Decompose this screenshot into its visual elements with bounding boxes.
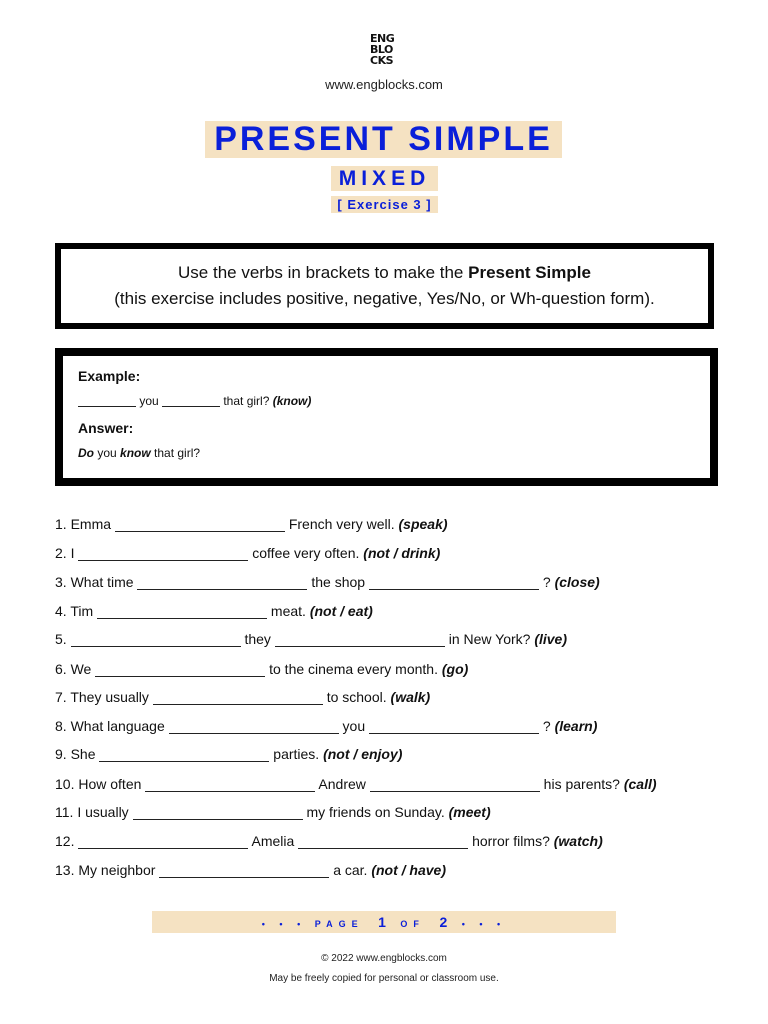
question-number: 2.	[55, 545, 67, 561]
question-number: 12.	[55, 833, 75, 849]
verb-hint: (not / enjoy)	[323, 746, 403, 762]
question-text: they	[244, 631, 271, 647]
question-text: Amelia	[251, 833, 295, 849]
logo-line-2: BLO	[370, 43, 393, 56]
example-label: Example:	[78, 368, 141, 384]
answer-blank[interactable]	[369, 589, 539, 590]
answer-blank[interactable]	[137, 589, 307, 590]
footer-copyright: © 2022 www.engblocks.com	[321, 953, 447, 964]
instructions-line-2: (this exercise includes positive, negative, Yes/No, or Wh-question form).	[114, 289, 655, 308]
question-text: How often	[78, 776, 142, 792]
answer-blank[interactable]	[370, 791, 540, 792]
question-text: parties.	[273, 746, 320, 762]
exercise-label: [ Exercise 3 ]	[331, 196, 438, 213]
question-text: Emma	[70, 516, 112, 532]
question-number: 1.	[55, 516, 67, 532]
question-text: to school.	[326, 689, 387, 705]
verb-hint: (learn)	[554, 718, 598, 734]
question-row	[55, 574, 600, 594]
question-row	[55, 661, 468, 681]
answer-blank[interactable]	[298, 848, 468, 849]
question-row	[55, 516, 448, 536]
answer-blank[interactable]	[159, 877, 329, 878]
page-title: PRESENT SIMPLE	[205, 121, 562, 158]
answer-blank[interactable]	[153, 704, 323, 705]
page-subtitle: MIXED	[331, 166, 438, 191]
answer-blank[interactable]	[133, 819, 303, 820]
question-text: They usually	[70, 689, 149, 705]
answer-blank[interactable]	[97, 618, 267, 619]
example-blank	[78, 406, 136, 407]
question-text: his parents?	[543, 776, 620, 792]
question-row	[55, 804, 491, 824]
question-text: Tim	[70, 603, 94, 619]
question-text: ?	[542, 574, 551, 590]
example-question: you that girl? (know)	[78, 394, 311, 408]
question-text: I	[70, 545, 75, 561]
question-text: a car.	[333, 862, 368, 878]
answer-blank[interactable]	[169, 733, 339, 734]
verb-hint: (meet)	[448, 804, 491, 820]
question-number: 10.	[55, 776, 75, 792]
question-row	[55, 862, 446, 882]
question-row	[55, 776, 657, 796]
verb-hint: (close)	[554, 574, 600, 590]
answer-blank[interactable]	[275, 646, 445, 647]
answer-blank[interactable]	[145, 791, 315, 792]
page-indicator: • • • PAGE 1 OF 2 • • •	[152, 911, 616, 933]
verb-hint: (speak)	[398, 516, 448, 532]
question-number: 6.	[55, 661, 67, 677]
question-text: What time	[70, 574, 134, 590]
question-row	[55, 603, 373, 623]
engblocks-logo	[370, 34, 400, 67]
question-number: 11.	[55, 804, 74, 820]
verb-hint: (walk)	[390, 689, 431, 705]
question-number: 4.	[55, 603, 67, 619]
question-text: the shop	[311, 574, 366, 590]
question-text: Andrew	[318, 776, 366, 792]
answer-label: Answer:	[78, 420, 134, 436]
example-blank	[162, 406, 220, 407]
question-row	[55, 833, 603, 853]
question-row	[55, 631, 567, 651]
question-text: you	[342, 718, 366, 734]
question-row	[55, 718, 597, 738]
verb-hint: (call)	[623, 776, 657, 792]
logo-line-1: ENG	[370, 32, 395, 45]
question-text: I usually	[77, 804, 129, 820]
verb-hint: (live)	[534, 631, 568, 647]
verb-hint: (not / eat)	[309, 603, 373, 619]
answer-blank[interactable]	[115, 531, 285, 532]
answer-blank[interactable]	[99, 761, 269, 762]
verb-hint: (not / drink)	[363, 545, 441, 561]
site-url[interactable]: www.engblocks.com	[325, 77, 443, 92]
answer-blank[interactable]	[78, 848, 248, 849]
question-text: horror films?	[472, 833, 550, 849]
question-number: 5.	[55, 631, 67, 647]
instructions-box	[55, 243, 714, 329]
example-box	[55, 348, 718, 486]
question-text: French very well.	[288, 516, 395, 532]
instructions-line-1: Use the verbs in brackets to make the Present Simple	[178, 263, 591, 282]
question-text: coffee very often.	[252, 545, 360, 561]
question-text: What language	[70, 718, 165, 734]
logo-line-3: CKS	[370, 54, 394, 67]
question-row	[55, 746, 402, 766]
question-text: My neighbor	[78, 862, 156, 878]
question-text: to the cinema every month.	[269, 661, 438, 677]
answer-blank[interactable]	[95, 676, 265, 677]
verb-hint: (not / have)	[371, 862, 446, 878]
verb-hint: (go)	[441, 661, 469, 677]
question-number: 9.	[55, 746, 67, 762]
answer-blank[interactable]	[369, 733, 539, 734]
question-row	[55, 689, 430, 709]
answer-blank[interactable]	[71, 646, 241, 647]
question-text: in New York?	[448, 631, 531, 647]
question-text: meat.	[270, 603, 306, 619]
question-text: my friends on Sunday.	[306, 804, 445, 820]
answer-blank[interactable]	[78, 560, 248, 561]
question-text: ?	[542, 718, 551, 734]
question-number: 8.	[55, 718, 67, 734]
question-text: She	[70, 746, 96, 762]
question-number: 7.	[55, 689, 67, 705]
question-number: 3.	[55, 574, 67, 590]
question-number: 13.	[55, 862, 75, 878]
question-text: We	[70, 661, 92, 677]
question-row	[55, 545, 440, 565]
verb-hint: (watch)	[553, 833, 603, 849]
example-answer: Do you know that girl?	[78, 446, 201, 460]
footer-note: May be freely copied for personal or classroom use.	[269, 973, 499, 984]
